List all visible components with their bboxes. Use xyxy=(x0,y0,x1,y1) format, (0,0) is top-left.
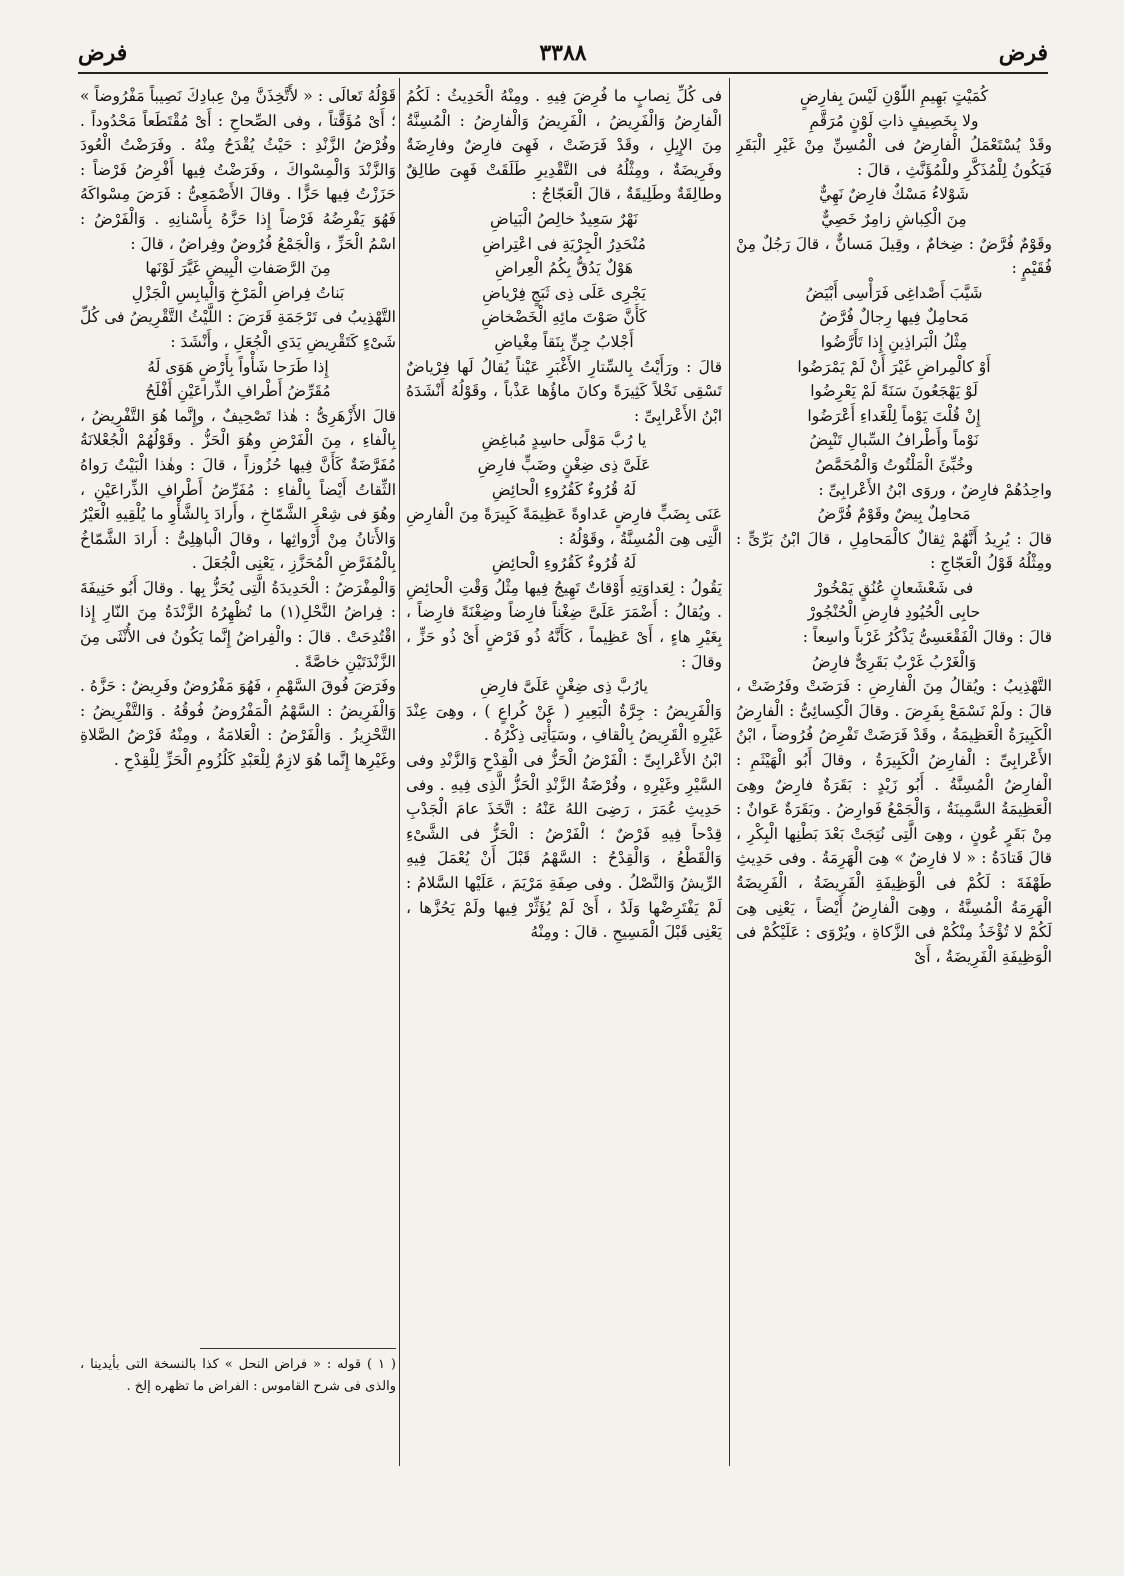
verse-line: مُنْحَدِرُ الْجِرْيَةِ فى اعْتِراضِ xyxy=(482,234,646,253)
header-rule xyxy=(78,72,1048,74)
paragraph: واحِدُهُمْ فارِضٌ ، وروَى ابْنُ الأَعْرابِىِّ : xyxy=(818,480,1052,499)
verse-line: مِنَ الْكِباشِ زامِرٌ خَصِيٌّ xyxy=(821,209,967,228)
verse-line: شَوْلاءُ مَسْكٌ فارِضٌ نَهِيٌّ xyxy=(819,185,969,204)
page-number: ٣٣٨٨ xyxy=(539,40,587,66)
verse-line: يارُبَّ ذِى ضِغْنٍ عَلَىَّ فارِضِ xyxy=(480,677,648,696)
paragraph: فى كُلِّ نِصابٍ ما فُرِضَ فِيهِ . ومِنْهُ الْحَدِيثُ : لَكُمُ الْفارِضُ وَالْفَرِيضُ ، الْفَرِيضُ وَالْفارِضُ : الْمُسِنَّةُ مِنَ الإِبِلِ ، وقَدْ فَرَضَتْ ، فَهِىَ فارِضٌ وفارِضَةٌ وفَرِيضَةٌ ، ومِثْلُهُ فى التَّقْدِيرِ طَلَقَتْ فَهِىَ طالِقٌ وطالِقَةٌ وطَلِيقَةٌ ، قالَ الْعَجّاجُ : xyxy=(406,87,722,204)
verse-line: عَلَىَّ ذِى ضِغْنٍ وضَبٍّ فارِضِ xyxy=(477,455,651,474)
paragraph: يَقُولُ : لِعَداوَتِهِ أَوْقاتٌ تَهِيجُ فِيها مِثْلُ وَقْتِ الْحائِضِ . ويُقالُ : أَضْمَرَ عَلَىَّ ضِغْناً فارِضاً وضِغْنَةً فارِضاً ، بِغَيْرِ هاءٍ ، أَىْ عَظِيماً ، كَأَنَّهُ ذُو فَرْضٍ أَىْ ذُو حَزٍّ ، وقالَ : xyxy=(406,578,722,671)
verse-line: كُمَيْتٍ بَهِيمِ اللَّوْنِ لَيْسَ بِفارِضٍ xyxy=(799,87,989,105)
verse-line: لَوْ يَهْجَعُونَ سَنَةً لَمْ يَعْرِضُوا xyxy=(810,382,978,401)
verse-line: يَجْرِى عَلَى ذِى ثَبَجٍ فِرْياضِ xyxy=(482,283,646,302)
header-right-word: فرض xyxy=(998,40,1048,66)
verse-line: وخُبِّئَ الْمَلْتُوتُ وَالْمُحَمَّصُ xyxy=(814,455,974,474)
column-middle xyxy=(406,84,722,1464)
verse-line: بَناتُ فِراضِ الْمَرْخِ وَالْيابِسِ الْجَزْلِ xyxy=(131,283,345,302)
paragraph: وقَدْ يُسْتَعْمَلُ الْفارِضُ فى الْمُسِنِّ مِنْ غَيْرِ الْبَقَرِ فَيَكُونُ لِلْمُذَكَّرِ وللْمُؤَنَّثِ ، قالَ : xyxy=(736,136,1052,179)
verse-line: فى شَعْشَعانٍ عُنُقٍ يَمْخُورْ xyxy=(814,578,974,597)
column-divider-left xyxy=(399,78,400,1466)
paragraph: التَّهْذِيبُ فى تَرْجَمَةِ قَرَضَ : اللَّيْثُ التَّقْرِيضُ فى كُلِّ شَىْءٍ كَتَقْرِيضِ يَدَىِ الْجُعَلِ ، وأَنْشَدَ : xyxy=(80,308,396,351)
paragraph: قالَ الأَزْهَرِىُّ : هٰذا تَصْحِيفٌ ، وإِنَّما هُوَ التَّفْرِيضُ ، بِالْفاءِ ، مِنَ الْفَرْضِ وهُوَ الْحَزُّ . وقَوْلُهُمْ الْجُعْلانَةُ مُفَرَّضَةٌ كَأَنَّ فِيها حُزُوزاً ، قالَ : وهٰذا الْبَيْتُ رَواهُ الثِّقاتُ أَيْضاً بِالْفاءِ : مُفَرِّضُ أَطْرافِ الذِّراعَيْنِ ، وهُوَ فى شِعْرِ الشَّمّاخِ ، وأَرادَ بِالشَّأْوِ ما يُلْقِيهِ الْعَيْرُ وَالأَتانُ مِنْ أَرْواثِها ، وقالَ الْباهِلِىُّ : أَرادَ الشَّمّاخُ بِالْمُفَرَّضِ الْمُحَزَّزِ ، يَعْنِى الْجُعَلَ . xyxy=(80,406,396,573)
paragraph: قالَ : وقالَ الْفَقْعَسِىُّ يَذْكُرُ غَرْباً واسِعاً : xyxy=(802,628,1052,647)
column-right xyxy=(736,84,1052,1464)
verse-line: حابِى الْحُيُودِ فارِضِ الْحُنْجُورْ xyxy=(807,603,981,622)
verse-line: أَجْلابُ جِنٍّ بِنَقاً مِغْياضِ xyxy=(494,332,634,351)
paragraph: قَوْلُهُ تَعالَى : « لأَتَّخِذَنَّ مِنْ عِبادِكَ نَصِيباً مَفْرُوضاً » ؛ أَىْ مُؤَقَّتاً ، وفى الصِّحاحِ : أَىْ مُقْتَطَعاً مَحْدُوداً . وفُرْضُ الزَّنْدِ : حَيْثُ يُقْدَحُ مِنْهُ . وفَرَضْتُ الْعُودَ وَالزَّنْدَ وَالْمِسْواكَ ، وفَرَضْتُ فِيها أَفْرِضُ فَرْضاً : حَزَزْتُ فِيها حَزًّا . وقالَ الأَصْمَعِىُّ : فَرَضَ مِسْواكَهُ فَهُوَ يَفْرِضُهُ فَرْضاً إِذا حَزَّهُ بِأَسْنانِهِ . وَالْفَرْضُ : اسْمُ الْحَزِّ ، وَالْجَمْعُ فُرُوضٌ وفِراضٌ ، قالَ : xyxy=(80,87,396,253)
verse-line: كَأَنَّ صَوْتَ مائِهِ الْخَضْخاضِ xyxy=(481,308,647,327)
paragraph: ابْنُ الأَعْرابِىِّ : الْفَرْضُ الْحَزُّ فى الْقِدْحِ وَالزَّنْدِ وفى السَّيْرِ وغَيْرِهِ ، وفُرْضَةُ الزَّنْدِ الْحَزُّ الَّذِى فِيهِ . وفى حَدِيثِ عُمَرَ ، رَضِىَ اللهُ عَنْهُ : اتَّخَذَ عامَ الْجَدْبِ قِدْحاً فِيهِ فَرْضٌ ؛ الْفَرْضُ : الْحَزُّ فى الشَّىْءِ وَالْقَطْعُ ، وَالْقِدْحُ : السَّهْمُ قَبْلَ أَنْ يُعْمَلَ فِيهِ الرِّيشُ وَالنَّصْلُ . وفى صِفَةِ مَرْيَمَ ، عَلَيْها السَّلامُ : لَمْ يَفْتَرِضْها وَلَدٌ ، أَىْ لَمْ يُؤَثِّرْ فِيها ولَمْ يَحُزَّها ، يَعْنِى قَبْلَ الْمَسِيحِ . قالَ : ومِنْهُ xyxy=(406,751,722,942)
verse-line: يا رُبَّ مَوْلًى حاسِدٍ مُباغِضِ xyxy=(481,431,647,450)
verse-line: مِثْلُ الْبَراذِينِ إِذا تَأَرَّضُوا xyxy=(820,332,968,351)
verse-line: مِنَ الرَّصَفاتِ الْبِيضِ غَيَّرَ لَوْنَها xyxy=(145,259,331,278)
verse-line: نَهْرٌ سَعِيدٌ خالِصُ الْبَياضِ xyxy=(490,209,638,228)
paragraph: وفَرَضَ فُوقَ السَّهْمِ ، فَهُوَ مَفْرُوضٌ وفَرِيضٌ : حَزَّهُ . وَالْفَرِيضُ : السَّهْمُ الْمَفْرُوضُ فُوقُهُ . وَالتَّفْرِيضُ : التَّحْزِيزُ . وَالْفَرْضُ : الْعَلامَةُ ، ومِنْهُ فَرْضُ الصَّلاةِ وغَيْرِها إِنَّما هُوَ لازِمٌ لِلْعَبْدِ كَلُزُومِ الْحَزِّ لِلْقِدْحِ . xyxy=(80,677,396,770)
paragraph: وَالْمِفْرَضُ : الْحَدِيدَةُ الَّتِى يُحَزُّ بِها . وقالَ أَبُو حَنِيفَةَ : فِراضُ النَّحْلِ(١) ما تُظْهِرُهُ الزَّنْدَةُ مِنَ النّارِ إِذا اقْتُدِحَتْ . قالَ : والْفِراضُ إِنَّما يَكُونُ فى الأُنْثَى مِنَ الزَّنْدَتَيْنِ خاصَّةً . xyxy=(80,578,396,671)
verse-line: هَوْلٌ يَدُقُّ بِكُمُ الْعِراضِ xyxy=(495,259,633,278)
verse-line: إِنْ قُلْتَ يَوْماً لِلْغَداءِ أَعْرَضُوا xyxy=(807,406,981,425)
verse-line: مُقَرِّضُ أَطْرافِ الذِّراعَيْنِ أَفْلَحُ xyxy=(145,382,331,401)
verse-line: وَالْغَرْبُ غَرْبٌ بَقَرِىٌّ فارِضُ xyxy=(811,652,977,671)
footnote-rule xyxy=(200,1348,396,1349)
paragraph: قالَ : ورَأَيْتُ بِالسِّتارِ الأَغْبَرِ عَيْناً يُقالُ لَها فِرْياضٌ تَسْقِى نَخْلاً كَثِيرَةً وكانَ ماؤُها عَذْباً ، وقَوْلُهُ أَنْشَدَهُ ابْنُ الأَعْرابِىِّ : xyxy=(406,357,722,425)
paragraph: قالَ : يُرِيدُ أَنَّهُمْ ثِقالٌ كالْمَحامِلِ ، قالَ ابْنُ بَرِّىٍّ : ومِثْلُهُ قَوْلُ الْعَجّاجِ : xyxy=(736,529,1052,573)
column-left xyxy=(80,84,396,1346)
verse-line: شَيَّبَ أَصْداغِى فَرَأْسِى أَبْيَضُ xyxy=(805,283,983,302)
paragraph: عَنَى بِضَبٍّ فارِضٍ عَداوةً عَظِيمَةً كَبِيرَةً مِنَ الْفارِضِ الَّتِى هِىَ الْمُسِنَّةُ ، وقَوْلُهُ : xyxy=(406,505,722,548)
header-left-word: فرض xyxy=(78,40,128,66)
verse-line: نَوْماً وأَطْرافُ السِّبالِ تَنْبِضُ xyxy=(809,431,979,450)
footnote: ( ١ ) قوله : « فراض النحل » كذا بالنسخة التى بأيدينا ، والذى فى شرح القاموس : الفراض ما تظهره إلخ . xyxy=(80,1357,396,1394)
verse-line: إِذا طَرَحا شَأْواً بِأَرْضٍ هَوَى لَهُ xyxy=(147,357,329,376)
column-divider-right xyxy=(729,78,730,1466)
verse-line: لَهُ قُرُوءٌ كَقُرُوءِ الْحائِضِ xyxy=(491,554,637,573)
paragraph: التَّهْذِيبُ : ويُقالُ مِنَ الْفارِضِ : فَرَضَتْ وفَرُضَتْ ، قالَ : ولَمْ نَسْمَعْ بِفَرِضَ . وقالَ الْكِسائِىُّ : الْفارِضُ الْكَبِيرَةُ الْعَظِيمَةُ ، وقَدْ فَرَضَتْ تَفْرِضُ فُرُوضاً ، ابْنُ الأَعْرابِىِّ : الْفارِضُ الْكَبِيرَةُ ، وقالَ أَبُو الْهَيْثَمِ : الْفارِضُ الْمُسِنَّةُ . أَبُو زَيْدٍ : بَقَرَةٌ فارِضٌ وهِىَ الْعَظِيمَةُ السَّمِينَةُ ، وَالْجَمْعُ فَوارِضُ . وبَقَرَةٌ عَوانٌ : مِنْ بَقَرٍ عُونٍ ، وهِىَ الَّتِى نُتِجَتْ بَعْدَ بَطْنِها الْبِكْرِ ، قالَ قَتادَةُ : « لا فارِضٌ » هِىَ الْهَرِمَةُ . وفى حَدِيثِ طَهْفَةَ : لَكُمْ فى الْوَظِيفَةِ الْفَرِيضَةُ ، الْفَرِيضَةُ الْهَرِمَةُ الْمُسِنَّةُ ، وهِىَ الْفارِضُ أَيْضاً ، يَعْنِى هِىَ لَكُمْ لا تُؤْخَذُ مِنْكُمْ فى الزَّكاةِ ، ويُرْوَى : عَلَيْكُمْ فى الْوَظِيفَةِ الْفَرِيضَةُ ، أَىْ xyxy=(736,677,1052,966)
paragraph: وَالْفَرِيضُ : جِرَّةُ الْبَعِيرِ ( عَنْ كُراعٍ ) ، وهِىَ عِنْدَ غَيْرِهِ الْقَرِيضُ بِالْقافِ ، وسَيَأْتِى ذِكْرُهُ . xyxy=(406,701,722,745)
page-header xyxy=(78,36,1048,74)
verse-line: مَحامِلٌ بِيضٌ وقَوْمٌ فُرَّضُ xyxy=(817,505,971,524)
verse-line: ولا بِخَصِيفٍ ذاتِ لَوْنٍ مُرَقَّمِ xyxy=(809,111,979,130)
verse-line: لَهُ قُرُوءٌ كَقُرُوءِ الْحائِضِ xyxy=(491,480,637,499)
paragraph: وقَوْمٌ فُرَّضٌ : ضِخامٌ ، وقِيلَ مَسانٌّ ، قالَ رَجُلٌ مِنْ فُقَيْمٍ : xyxy=(736,234,1052,278)
verse-line: أَوْ كالْمِراضِ غَيْرَ أَنْ لَمْ يَمْرَضُوا xyxy=(797,357,991,376)
verse-line: مَحامِلٌ فِيها رِجالٌ فُرَّضُ xyxy=(819,308,969,327)
